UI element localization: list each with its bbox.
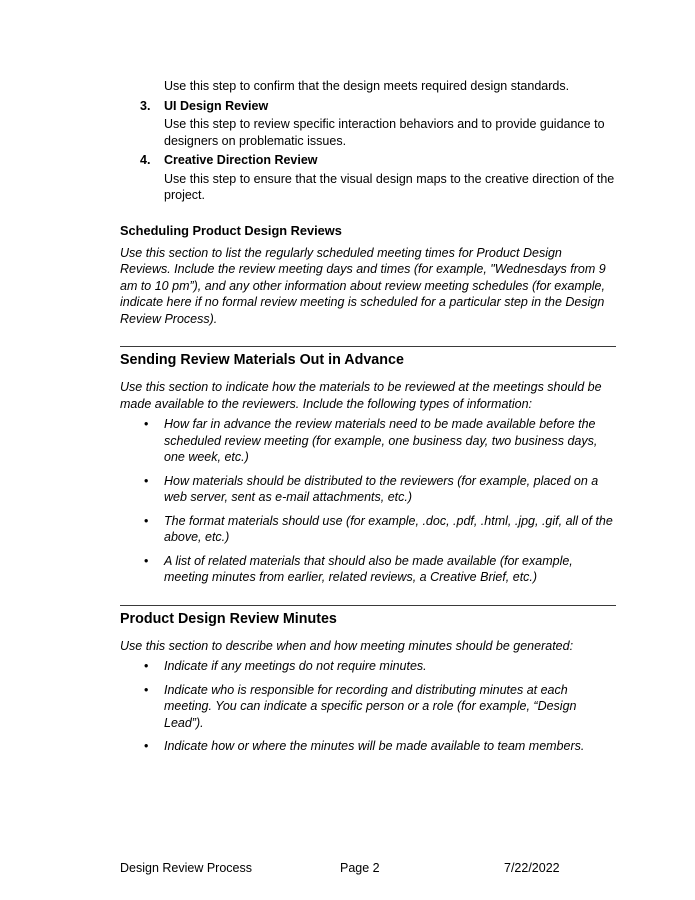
section-intro: Use this section to describe when and how meeting minutes should be generated: — [120, 638, 574, 653]
bullet-text: How materials should be distributed to the reviewers (for example, placed on a web server, sent as e-mail attachments, etc.) — [164, 473, 599, 504]
bullet-text: Indicate who is responsible for recording and distributing minutes at each meeting. You can indicate a specific person or a role (for example, “Design Lead”). — [164, 682, 577, 730]
numbered-list — [120, 98, 616, 204]
bullet-text: The format materials should use (for example, .doc, .pdf, .html, .jpg, .gif, all of the above, etc.) — [164, 513, 613, 544]
list-number: 3. — [140, 98, 151, 113]
continued-paragraph: Use this step to confirm that the design meets required design standards. — [164, 79, 570, 93]
bullet-list — [120, 416, 616, 586]
list-item-title: Creative Direction Review — [164, 153, 318, 167]
bullet-list — [120, 658, 616, 755]
section-heading: Sending Review Materials Out in Advance — [120, 352, 404, 368]
bullet-text: Indicate if any meetings do not require minutes. — [164, 659, 427, 673]
bullet-list-item — [120, 416, 616, 466]
footer-date: 7/22/2022 — [504, 861, 560, 875]
bullet-list-item — [120, 682, 616, 732]
subsection-heading: Scheduling Product Design Reviews — [120, 222, 342, 238]
bullet-list-item — [120, 738, 616, 755]
section-sending-review-materials — [120, 346, 616, 586]
section-divider — [120, 346, 616, 347]
section-heading: Product Design Review Minutes — [120, 610, 337, 627]
page-footer — [120, 860, 616, 877]
section-intro: Use this section to indicate how the materials to be reviewed at the meetings should be made available to the reviewers. Include the following types of information: — [120, 380, 602, 411]
bullet-text: How far in advance the review materials need to be made available before the scheduled review meeting (for example, one business day, two business days, one week, etc.) — [164, 417, 598, 464]
list-number: 4. — [140, 153, 151, 167]
footer-page-number: Page 2 — [340, 861, 380, 875]
bullet-icon: • — [144, 682, 149, 697]
bullet-list-item — [120, 658, 616, 675]
list-item-description: Use this step to ensure that the visual design maps to the creative direction of the project. — [164, 171, 615, 202]
list-item-description: Use this step to review specific interaction behaviors and to provide guidance to designers on problematic issues. — [164, 117, 605, 148]
bullet-icon: • — [144, 473, 149, 488]
bullet-list-item — [120, 473, 616, 506]
bullet-icon: • — [144, 417, 149, 431]
page-content — [120, 78, 616, 755]
section-divider — [120, 605, 616, 606]
bullet-icon: • — [144, 739, 149, 753]
bullet-list-item — [120, 553, 616, 586]
bullet-icon: • — [144, 659, 149, 673]
footer-document-title: Design Review Process — [120, 861, 252, 875]
bullet-icon: • — [144, 553, 149, 568]
numbered-list-item — [120, 98, 616, 150]
subsection-body: Use this section to list the regularly scheduled meeting times for Product Design Reviews. Include the review meeting days and times (for example, "Wednesdays from 9 am to 10 pm”), and any other information about review meeting schedules (for example, indicate here if no formal review meeting is scheduled for a particular step in the Design Review Process). — [120, 245, 606, 326]
bullet-icon: • — [144, 513, 149, 528]
section-product-design-review-minutes — [120, 605, 616, 755]
bullet-text: Indicate how or where the minutes will be made available to team members. — [164, 739, 585, 753]
numbered-list-item — [120, 152, 616, 204]
bullet-list-item — [120, 513, 616, 546]
bullet-text: A list of related materials that should also be made available (for example, meeting minutes from earlier, related reviews, a Creative Brief, etc.) — [164, 553, 573, 584]
list-item-title: UI Design Review — [164, 98, 269, 113]
